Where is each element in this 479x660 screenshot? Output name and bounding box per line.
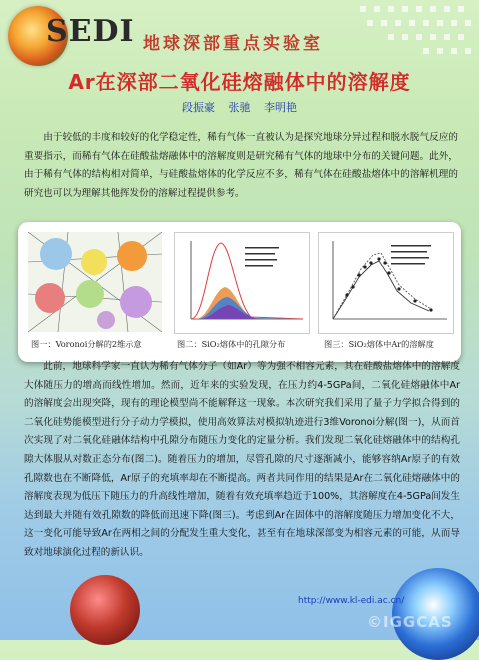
lab-name: 地球深部重点实验室 (143, 34, 323, 54)
logo-text: SEDI (46, 14, 135, 49)
red-globe-image (70, 575, 140, 645)
header (0, 0, 479, 66)
figure-caption: 图一：Voronoi分解的2维示意 (31, 339, 142, 349)
decorative-dots-pattern (300, 0, 479, 72)
figure-caption: 图三：SiO₂熔体中Ar的溶解度 (324, 339, 434, 349)
pore-distribution-chart (174, 232, 310, 334)
author-name: 张驰 (228, 101, 251, 114)
watermark: ©IGGCAS (367, 613, 453, 631)
author-name: 段振豪 (182, 101, 215, 114)
intro-paragraph: 由于较低的丰度和较好的化学稳定性，稀有气体一直被认为是探究地球分异过程和脱水脱气反应的重要指示，而稀有气体在硅酸盐熔融体中的溶解度则是研究稀有气体的地球中分布的关键问题。此外，由于稀有气体的结构相对简单，与硅酸盐熔体的化学反应不多，稀有气体在硅酸盐熔体中的溶解机理的研究也可以为理解其他挥发份的溶解过程提供参考。 (24, 132, 458, 199)
authors (0, 99, 479, 115)
ar-solubility-chart (318, 232, 454, 334)
figure-caption: 图二：SiO₂熔体中的孔隙分布 (177, 339, 286, 349)
author-name: 李明艳 (264, 101, 297, 114)
website-link[interactable]: http://www.kl-edi.ac.cn/ (298, 596, 405, 606)
voronoi-diagram-figure (28, 232, 162, 332)
body-paragraph: 此前，地球科学家一直认为稀有气体分子（如Ar）等为强不相容元素，其在硅酸盐熔体中的溶解度大体随压力的增高而线性增加。然而，近年来的实验发现，在压力约4-5GPa间，二氧化硅熔融体中Ar的溶解度会出现突降，现有的理论模型尚不能解释这一现象。本次研究我们采用了量子力学拟合得到的二氧化硅势能模型进行分子动力学模拟，使用高效算法对模拟轨迹进行3维Voronoi分解(图一)，从而首次实现了对二氧化硅融体结构中孔隙分布随压力变化的定量分析。我们发现二氧化硅熔融体中的结构孔隙大体服从对数正态分布(图二)。随着压力的增加，尽管孔隙的尺寸逐渐减小，能够容纳Ar原子的有效孔隙数也在不断降低，Ar原子的充填率却在不断提高。两者共同作用的结果是Ar在二氧化硅熔融体中的溶解度表现为低压下随压力的升高线性增加，随着有效充填率趋近于100%，其溶解度在4-5GPa间发生达到最大并随有效孔隙数的降低而迅速下降(图三)。考虑到Ar在固体中的溶解度随压力增加变化不大，这一变化可能导致Ar在两相之间的分配发生重大变化，甚至有在地球深部变为相容元素的可能，从而导致对地球演化过程的新认识。 (24, 361, 460, 558)
poster-title: Ar在深部二氧化硅熔融体中的溶解度 (68, 70, 411, 94)
